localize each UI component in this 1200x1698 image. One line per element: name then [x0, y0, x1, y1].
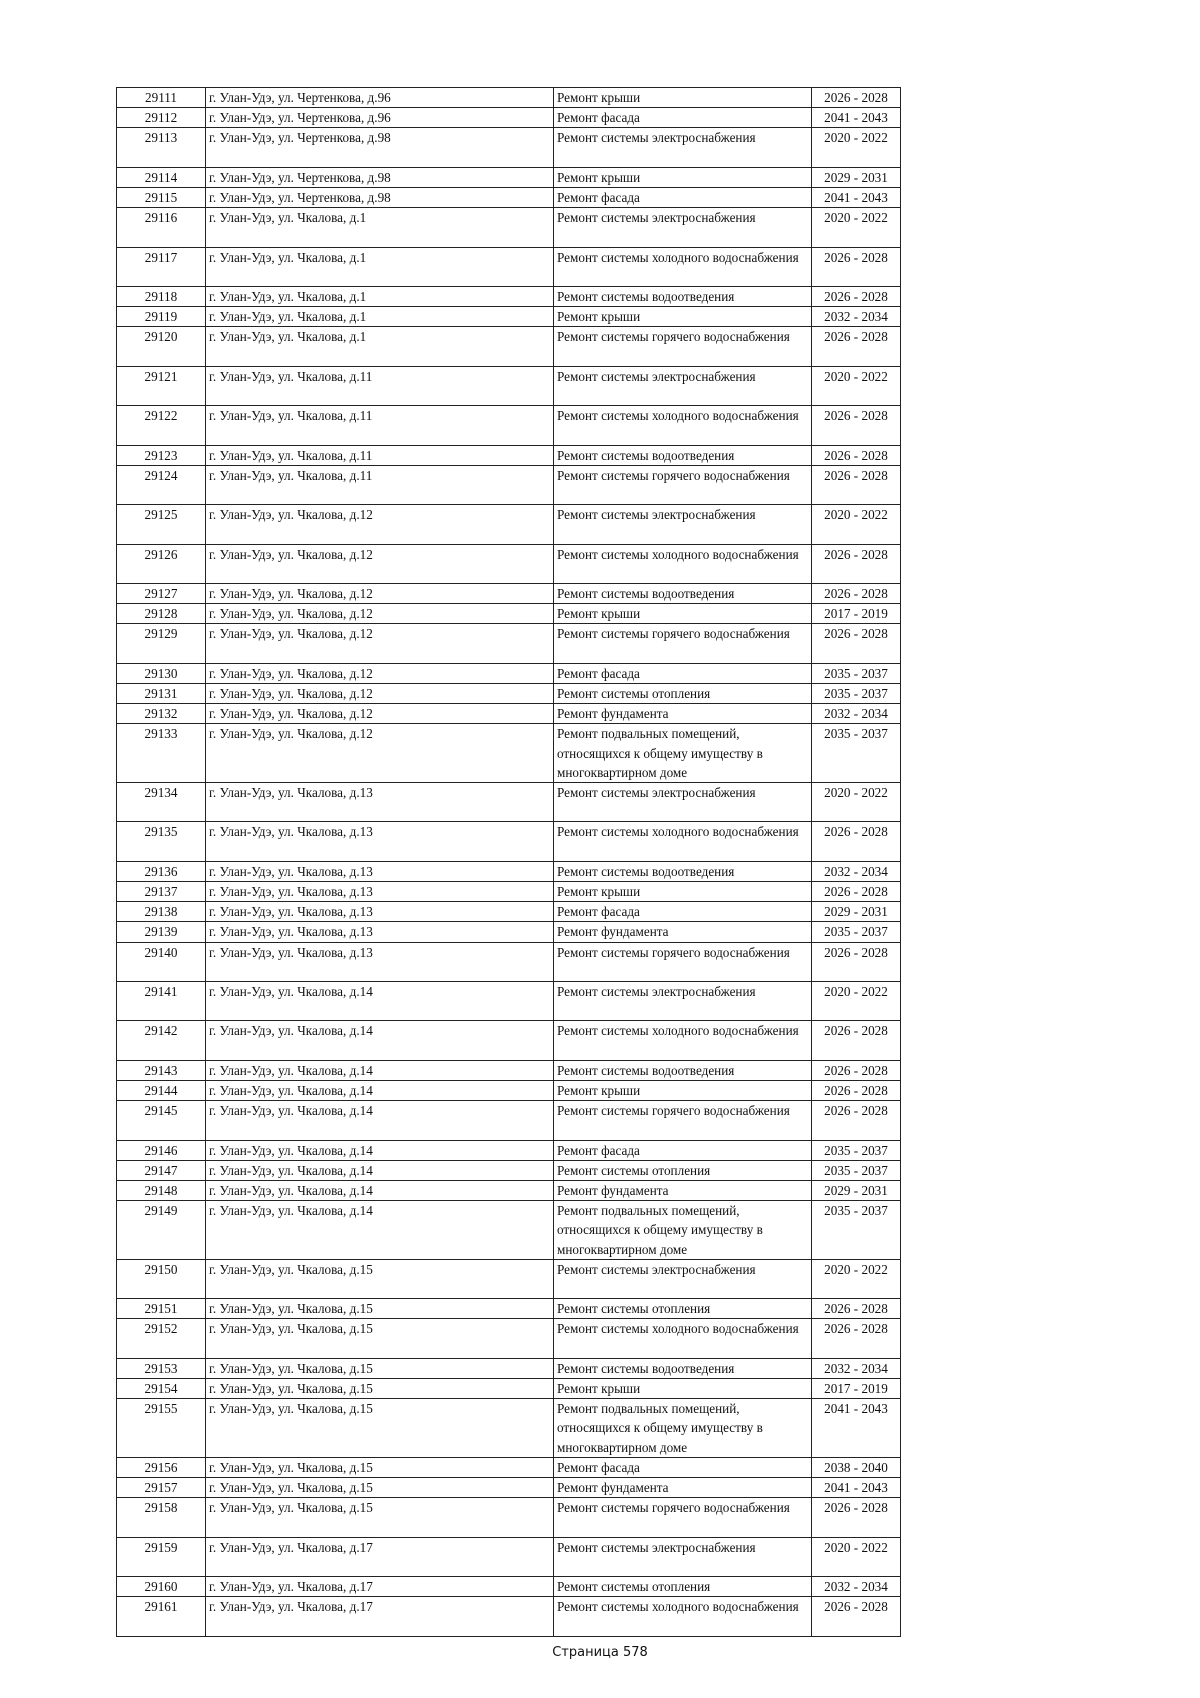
period-cell: 2026 - 2028 [812, 286, 901, 306]
address-cell: г. Улан-Удэ, ул. Чкалова, д.15 [206, 1457, 554, 1477]
address-cell: г. Улан-Удэ, ул. Чкалова, д.13 [206, 942, 554, 981]
table-row [117, 1180, 901, 1200]
address-cell: г. Улан-Удэ, ул. Чкалова, д.15 [206, 1498, 554, 1537]
table-row [117, 1378, 901, 1398]
address-cell: г. Улан-Удэ, ул. Чкалова, д.11 [206, 445, 554, 465]
work-type-cell: Ремонт системы водоотведения [554, 445, 812, 465]
row-number-cell: 29134 [117, 782, 206, 821]
table-row [117, 1576, 901, 1596]
period-cell: 2035 - 2037 [812, 1140, 901, 1160]
work-type-cell: Ремонт фундамента [554, 704, 812, 724]
period-cell: 2026 - 2028 [812, 822, 901, 861]
work-type-cell: Ремонт системы холодного водоснабжения [554, 247, 812, 286]
address-cell: г. Улан-Удэ, ул. Чкалова, д.17 [206, 1576, 554, 1596]
address-cell: г. Улан-Удэ, ул. Чкалова, д.11 [206, 465, 554, 504]
work-type-cell: Ремонт системы горячего водоснабжения [554, 465, 812, 504]
work-type-cell: Ремонт системы электроснабжения [554, 208, 812, 247]
address-cell: г. Улан-Удэ, ул. Чкалова, д.12 [206, 624, 554, 663]
row-number-cell: 29159 [117, 1537, 206, 1576]
table-row [117, 1299, 901, 1319]
row-number-cell: 29132 [117, 704, 206, 724]
work-type-cell: Ремонт фасада [554, 188, 812, 208]
period-cell: 2029 - 2031 [812, 1180, 901, 1200]
row-number-cell: 29121 [117, 366, 206, 405]
address-cell: г. Улан-Удэ, ул. Чкалова, д.15 [206, 1319, 554, 1358]
period-cell: 2041 - 2043 [812, 1399, 901, 1458]
work-type-cell: Ремонт фасада [554, 108, 812, 128]
table-row [117, 128, 901, 167]
table-row [117, 663, 901, 683]
row-number-cell: 29111 [117, 88, 206, 108]
address-cell: г. Улан-Удэ, ул. Чкалова, д.1 [206, 286, 554, 306]
work-type-cell: Ремонт фасада [554, 1140, 812, 1160]
work-type-cell: Ремонт крыши [554, 1378, 812, 1398]
address-cell: г. Улан-Удэ, ул. Чкалова, д.14 [206, 1080, 554, 1100]
period-cell: 2041 - 2043 [812, 1477, 901, 1497]
work-type-cell: Ремонт подвальных помещений, относящихся к общему имуществу в многоквартирном доме [554, 1399, 812, 1458]
row-number-cell: 29120 [117, 327, 206, 366]
row-number-cell: 29153 [117, 1358, 206, 1378]
row-number-cell: 29138 [117, 902, 206, 922]
row-number-cell: 29146 [117, 1140, 206, 1160]
address-cell: г. Улан-Удэ, ул. Чертенкова, д.96 [206, 88, 554, 108]
table-row [117, 1021, 901, 1060]
table-row [117, 583, 901, 603]
row-number-cell: 29147 [117, 1160, 206, 1180]
address-cell: г. Улан-Удэ, ул. Чкалова, д.12 [206, 704, 554, 724]
period-cell: 2041 - 2043 [812, 108, 901, 128]
row-number-cell: 29140 [117, 942, 206, 981]
work-type-cell: Ремонт системы отопления [554, 1576, 812, 1596]
table-row [117, 624, 901, 663]
period-cell: 2026 - 2028 [812, 942, 901, 981]
work-type-cell: Ремонт системы водоотведения [554, 861, 812, 881]
period-cell: 2035 - 2037 [812, 683, 901, 703]
row-number-cell: 29154 [117, 1378, 206, 1398]
address-cell: г. Улан-Удэ, ул. Чкалова, д.11 [206, 406, 554, 445]
row-number-cell: 29161 [117, 1597, 206, 1636]
period-cell: 2032 - 2034 [812, 1576, 901, 1596]
repair-schedule-table [116, 87, 901, 1637]
period-cell: 2026 - 2028 [812, 1101, 901, 1140]
row-number-cell: 29125 [117, 505, 206, 544]
work-type-cell: Ремонт крыши [554, 167, 812, 187]
row-number-cell: 29133 [117, 724, 206, 783]
work-type-cell: Ремонт крыши [554, 604, 812, 624]
table-row [117, 505, 901, 544]
work-type-cell: Ремонт подвальных помещений, относящихся к общему имуществу в многоквартирном доме [554, 1201, 812, 1260]
row-number-cell: 29160 [117, 1576, 206, 1596]
row-number-cell: 29114 [117, 167, 206, 187]
address-cell: г. Улан-Удэ, ул. Чкалова, д.14 [206, 1101, 554, 1140]
address-cell: г. Улан-Удэ, ул. Чкалова, д.14 [206, 1201, 554, 1260]
table-row [117, 1080, 901, 1100]
row-number-cell: 29123 [117, 445, 206, 465]
work-type-cell: Ремонт системы холодного водоснабжения [554, 1021, 812, 1060]
address-cell: г. Улан-Удэ, ул. Чкалова, д.13 [206, 782, 554, 821]
work-type-cell: Ремонт фундамента [554, 1477, 812, 1497]
table-row [117, 366, 901, 405]
table-row [117, 1457, 901, 1477]
table-row [117, 1358, 901, 1378]
table-row [117, 1160, 901, 1180]
table-row [117, 465, 901, 504]
address-cell: г. Улан-Удэ, ул. Чкалова, д.13 [206, 902, 554, 922]
work-type-cell: Ремонт фасада [554, 902, 812, 922]
address-cell: г. Улан-Удэ, ул. Чкалова, д.12 [206, 505, 554, 544]
table-row [117, 1537, 901, 1576]
table-row [117, 286, 901, 306]
period-cell: 2026 - 2028 [812, 327, 901, 366]
row-number-cell: 29150 [117, 1259, 206, 1298]
row-number-cell: 29112 [117, 108, 206, 128]
period-cell: 2017 - 2019 [812, 1378, 901, 1398]
address-cell: г. Улан-Удэ, ул. Чкалова, д.15 [206, 1358, 554, 1378]
address-cell: г. Улан-Удэ, ул. Чкалова, д.15 [206, 1259, 554, 1298]
address-cell: г. Улан-Удэ, ул. Чкалова, д.13 [206, 922, 554, 942]
row-number-cell: 29144 [117, 1080, 206, 1100]
row-number-cell: 29152 [117, 1319, 206, 1358]
table-row [117, 167, 901, 187]
period-cell: 2026 - 2028 [812, 1060, 901, 1080]
work-type-cell: Ремонт системы горячего водоснабжения [554, 327, 812, 366]
table-row [117, 861, 901, 881]
work-type-cell: Ремонт системы электроснабжения [554, 1537, 812, 1576]
address-cell: г. Улан-Удэ, ул. Чкалова, д.13 [206, 881, 554, 901]
table-row [117, 604, 901, 624]
table-row [117, 445, 901, 465]
table-row [117, 1060, 901, 1080]
address-cell: г. Улан-Удэ, ул. Чкалова, д.14 [206, 1140, 554, 1160]
row-number-cell: 29115 [117, 188, 206, 208]
table-row [117, 188, 901, 208]
row-number-cell: 29142 [117, 1021, 206, 1060]
address-cell: г. Улан-Удэ, ул. Чкалова, д.1 [206, 208, 554, 247]
table-row [117, 406, 901, 445]
address-cell: г. Улан-Удэ, ул. Чкалова, д.12 [206, 683, 554, 703]
page-number: Страница 578 [552, 1645, 648, 1660]
period-cell: 2026 - 2028 [812, 624, 901, 663]
work-type-cell: Ремонт системы водоотведения [554, 1358, 812, 1378]
address-cell: г. Улан-Удэ, ул. Чертенкова, д.98 [206, 188, 554, 208]
row-number-cell: 29137 [117, 881, 206, 901]
table-row [117, 1201, 901, 1260]
address-cell: г. Улан-Удэ, ул. Чкалова, д.14 [206, 1160, 554, 1180]
table-row [117, 822, 901, 861]
work-type-cell: Ремонт системы отопления [554, 683, 812, 703]
row-number-cell: 29156 [117, 1457, 206, 1477]
address-cell: г. Улан-Удэ, ул. Чкалова, д.17 [206, 1537, 554, 1576]
row-number-cell: 29131 [117, 683, 206, 703]
period-cell: 2029 - 2031 [812, 902, 901, 922]
period-cell: 2041 - 2043 [812, 188, 901, 208]
period-cell: 2026 - 2028 [812, 247, 901, 286]
period-cell: 2026 - 2028 [812, 1080, 901, 1100]
table-row [117, 902, 901, 922]
address-cell: г. Улан-Удэ, ул. Чкалова, д.12 [206, 663, 554, 683]
table-row [117, 1498, 901, 1537]
row-number-cell: 29141 [117, 981, 206, 1020]
row-number-cell: 29151 [117, 1299, 206, 1319]
row-number-cell: 29124 [117, 465, 206, 504]
table-row [117, 1597, 901, 1636]
work-type-cell: Ремонт системы холодного водоснабжения [554, 406, 812, 445]
address-cell: г. Улан-Удэ, ул. Чкалова, д.1 [206, 247, 554, 286]
work-type-cell: Ремонт фасада [554, 663, 812, 683]
row-number-cell: 29119 [117, 307, 206, 327]
table-row [117, 307, 901, 327]
table-row [117, 1140, 901, 1160]
work-type-cell: Ремонт системы электроснабжения [554, 128, 812, 167]
address-cell: г. Улан-Удэ, ул. Чкалова, д.15 [206, 1299, 554, 1319]
row-number-cell: 29129 [117, 624, 206, 663]
row-number-cell: 29145 [117, 1101, 206, 1140]
table-row [117, 1477, 901, 1497]
period-cell: 2035 - 2037 [812, 922, 901, 942]
period-cell: 2035 - 2037 [812, 1201, 901, 1260]
work-type-cell: Ремонт системы горячего водоснабжения [554, 1498, 812, 1537]
row-number-cell: 29139 [117, 922, 206, 942]
address-cell: г. Улан-Удэ, ул. Чкалова, д.1 [206, 307, 554, 327]
work-type-cell: Ремонт системы холодного водоснабжения [554, 1319, 812, 1358]
row-number-cell: 29158 [117, 1498, 206, 1537]
period-cell: 2035 - 2037 [812, 663, 901, 683]
work-type-cell: Ремонт фундамента [554, 922, 812, 942]
table-row [117, 208, 901, 247]
row-number-cell: 29126 [117, 544, 206, 583]
address-cell: г. Улан-Удэ, ул. Чкалова, д.14 [206, 1021, 554, 1060]
period-cell: 2026 - 2028 [812, 1299, 901, 1319]
address-cell: г. Улан-Удэ, ул. Чкалова, д.14 [206, 981, 554, 1020]
period-cell: 2026 - 2028 [812, 88, 901, 108]
table-row [117, 981, 901, 1020]
table-row [117, 1259, 901, 1298]
table-row [117, 1399, 901, 1458]
work-type-cell: Ремонт системы электроснабжения [554, 1259, 812, 1298]
period-cell: 2026 - 2028 [812, 445, 901, 465]
work-type-cell: Ремонт системы горячего водоснабжения [554, 1101, 812, 1140]
table-row [117, 782, 901, 821]
address-cell: г. Улан-Удэ, ул. Чертенкова, д.98 [206, 167, 554, 187]
row-number-cell: 29130 [117, 663, 206, 683]
table-row [117, 247, 901, 286]
period-cell: 2026 - 2028 [812, 1021, 901, 1060]
work-type-cell: Ремонт подвальных помещений, относящихся к общему имуществу в многоквартирном доме [554, 724, 812, 783]
work-type-cell: Ремонт системы холодного водоснабжения [554, 822, 812, 861]
work-type-cell: Ремонт системы водоотведения [554, 1060, 812, 1080]
work-type-cell: Ремонт крыши [554, 307, 812, 327]
table-row [117, 544, 901, 583]
work-type-cell: Ремонт крыши [554, 88, 812, 108]
work-type-cell: Ремонт крыши [554, 881, 812, 901]
address-cell: г. Улан-Удэ, ул. Чкалова, д.12 [206, 583, 554, 603]
address-cell: г. Улан-Удэ, ул. Чкалова, д.13 [206, 861, 554, 881]
row-number-cell: 29117 [117, 247, 206, 286]
work-type-cell: Ремонт фундамента [554, 1180, 812, 1200]
row-number-cell: 29113 [117, 128, 206, 167]
row-number-cell: 29143 [117, 1060, 206, 1080]
table-row [117, 942, 901, 981]
address-cell: г. Улан-Удэ, ул. Чкалова, д.15 [206, 1378, 554, 1398]
row-number-cell: 29136 [117, 861, 206, 881]
table-row [117, 704, 901, 724]
table-row [117, 683, 901, 703]
address-cell: г. Улан-Удэ, ул. Чкалова, д.14 [206, 1060, 554, 1080]
row-number-cell: 29157 [117, 1477, 206, 1497]
address-cell: г. Улан-Удэ, ул. Чкалова, д.14 [206, 1180, 554, 1200]
work-type-cell: Ремонт системы электроснабжения [554, 782, 812, 821]
period-cell: 2026 - 2028 [812, 583, 901, 603]
period-cell: 2020 - 2022 [812, 1259, 901, 1298]
period-cell: 2020 - 2022 [812, 366, 901, 405]
work-type-cell: Ремонт крыши [554, 1080, 812, 1100]
period-cell: 2038 - 2040 [812, 1457, 901, 1477]
work-type-cell: Ремонт системы электроснабжения [554, 366, 812, 405]
address-cell: г. Улан-Удэ, ул. Чкалова, д.12 [206, 604, 554, 624]
row-number-cell: 29135 [117, 822, 206, 861]
table-row [117, 88, 901, 108]
row-number-cell: 29155 [117, 1399, 206, 1458]
address-cell: г. Улан-Удэ, ул. Чкалова, д.1 [206, 327, 554, 366]
table-row [117, 1101, 901, 1140]
table-row [117, 1319, 901, 1358]
table-row [117, 724, 901, 783]
period-cell: 2026 - 2028 [812, 544, 901, 583]
period-cell: 2026 - 2028 [812, 1319, 901, 1358]
table-body [117, 88, 901, 1637]
period-cell: 2020 - 2022 [812, 981, 901, 1020]
work-type-cell: Ремонт системы электроснабжения [554, 981, 812, 1020]
period-cell: 2032 - 2034 [812, 307, 901, 327]
row-number-cell: 29149 [117, 1201, 206, 1260]
period-cell: 2026 - 2028 [812, 465, 901, 504]
address-cell: г. Улан-Удэ, ул. Чкалова, д.15 [206, 1477, 554, 1497]
row-number-cell: 29148 [117, 1180, 206, 1200]
work-type-cell: Ремонт системы холодного водоснабжения [554, 544, 812, 583]
period-cell: 2020 - 2022 [812, 505, 901, 544]
row-number-cell: 29122 [117, 406, 206, 445]
work-type-cell: Ремонт системы горячего водоснабжения [554, 942, 812, 981]
address-cell: г. Улан-Удэ, ул. Чертенкова, д.96 [206, 108, 554, 128]
work-type-cell: Ремонт системы отопления [554, 1299, 812, 1319]
period-cell: 2029 - 2031 [812, 167, 901, 187]
period-cell: 2032 - 2034 [812, 704, 901, 724]
address-cell: г. Улан-Удэ, ул. Чкалова, д.12 [206, 724, 554, 783]
period-cell: 2020 - 2022 [812, 782, 901, 821]
address-cell: г. Улан-Удэ, ул. Чертенкова, д.98 [206, 128, 554, 167]
period-cell: 2032 - 2034 [812, 1358, 901, 1378]
period-cell: 2026 - 2028 [812, 881, 901, 901]
address-cell: г. Улан-Удэ, ул. Чкалова, д.12 [206, 544, 554, 583]
address-cell: г. Улан-Удэ, ул. Чкалова, д.11 [206, 366, 554, 405]
period-cell: 2020 - 2022 [812, 208, 901, 247]
table-row [117, 327, 901, 366]
row-number-cell: 29128 [117, 604, 206, 624]
period-cell: 2032 - 2034 [812, 861, 901, 881]
table-row [117, 922, 901, 942]
work-type-cell: Ремонт фасада [554, 1457, 812, 1477]
address-cell: г. Улан-Удэ, ул. Чкалова, д.13 [206, 822, 554, 861]
work-type-cell: Ремонт системы холодного водоснабжения [554, 1597, 812, 1636]
work-type-cell: Ремонт системы отопления [554, 1160, 812, 1180]
period-cell: 2020 - 2022 [812, 1537, 901, 1576]
row-number-cell: 29116 [117, 208, 206, 247]
period-cell: 2026 - 2028 [812, 406, 901, 445]
row-number-cell: 29118 [117, 286, 206, 306]
row-number-cell: 29127 [117, 583, 206, 603]
period-cell: 2017 - 2019 [812, 604, 901, 624]
work-type-cell: Ремонт системы водоотведения [554, 286, 812, 306]
period-cell: 2020 - 2022 [812, 128, 901, 167]
address-cell: г. Улан-Удэ, ул. Чкалова, д.15 [206, 1399, 554, 1458]
table-row [117, 108, 901, 128]
work-type-cell: Ремонт системы горячего водоснабжения [554, 624, 812, 663]
address-cell: г. Улан-Удэ, ул. Чкалова, д.17 [206, 1597, 554, 1636]
work-type-cell: Ремонт системы водоотведения [554, 583, 812, 603]
period-cell: 2026 - 2028 [812, 1597, 901, 1636]
period-cell: 2026 - 2028 [812, 1498, 901, 1537]
table-row [117, 881, 901, 901]
period-cell: 2035 - 2037 [812, 1160, 901, 1180]
work-type-cell: Ремонт системы электроснабжения [554, 505, 812, 544]
period-cell: 2035 - 2037 [812, 724, 901, 783]
